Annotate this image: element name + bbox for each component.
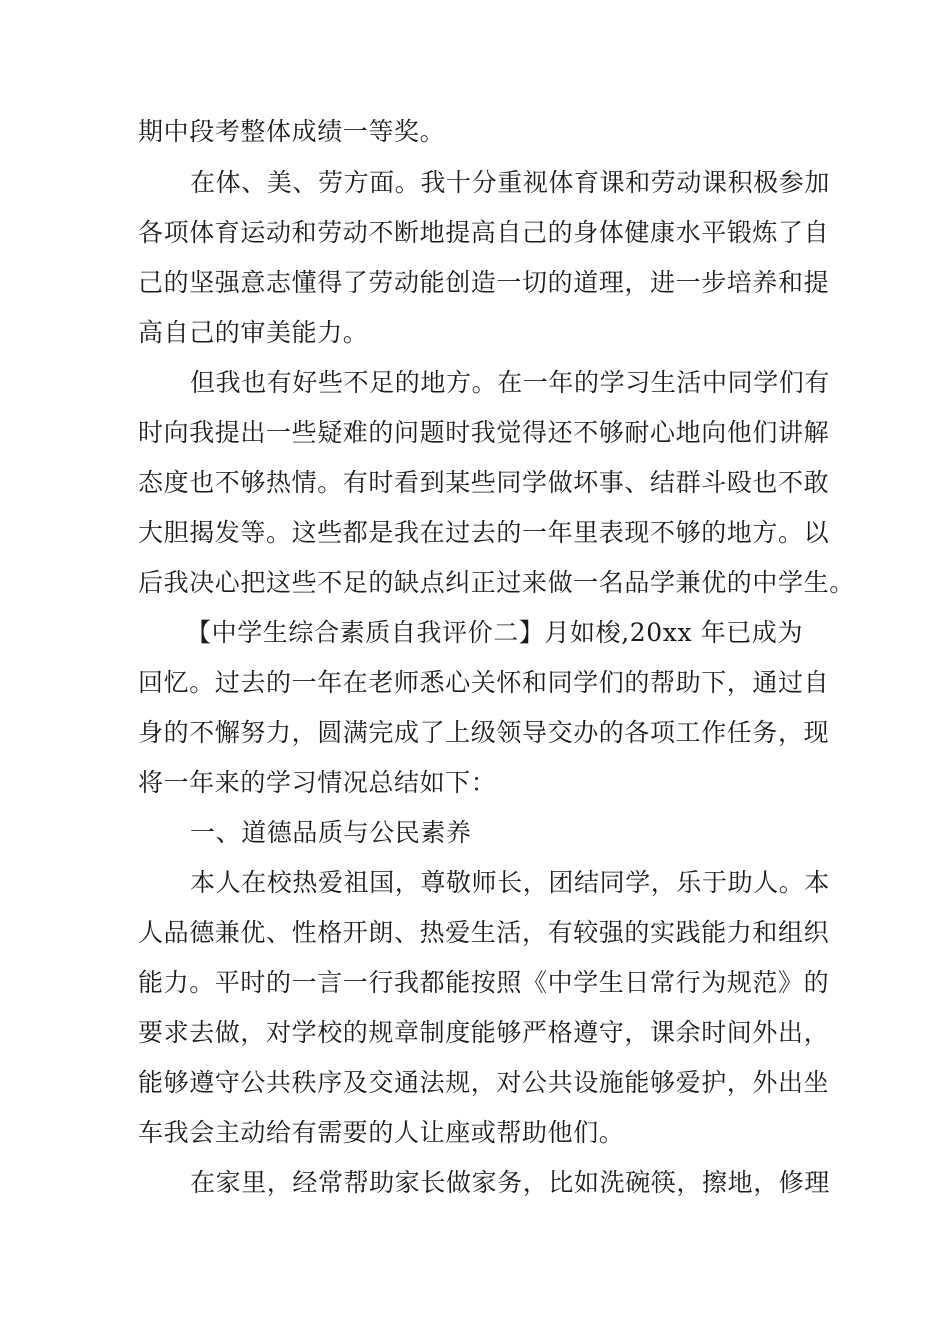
text-line: 车我会主动给有需要的人让座或帮助他们。 [138, 1118, 625, 1147]
subsection-heading: 一、道德品质与公民素养 [190, 818, 472, 847]
paragraph-start: 在体、美、劳方面。我十分重视体育课和劳动课积极参加 [190, 168, 831, 197]
text-line: 回忆。过去的一年在老师悉心关怀和同学们的帮助下，通过自 [138, 668, 830, 697]
text-line: 后我决心把这些不足的缺点纠正过来做一名品学兼优的中学生。 [138, 568, 855, 597]
text-line: 身的不懈努力，圆满完成了上级领导交办的各项工作任务，现 [138, 718, 830, 747]
text-line: 己的坚强意志懂得了劳动能创造一切的道理，进一步培养和提 [138, 268, 830, 297]
text-line: 人品德兼优、性格开朗、热爱生活，有较强的实践能力和组织 [138, 918, 830, 947]
text-line: 时向我提出一些疑难的问题时我觉得还不够耐心地向他们讲解 [138, 418, 830, 447]
section-heading-line: 【中学生综合素质自我评价二】月如梭,20xx 年已成为 [186, 618, 804, 647]
text-line: 要求去做，对学校的规章制度能够严格遵守，课余时间外出， [138, 1018, 830, 1047]
text-line: 各项体育运动和劳动不断地提高自己的身体健康水平锻炼了自 [138, 218, 830, 247]
text-line: 期中段考整体成绩一等奖。 [138, 117, 446, 146]
text-line: 能力。平时的一言一行我都能按照《中学生日常行为规范》的 [138, 968, 830, 997]
paragraph-start: 本人在校热爱祖国，尊敬师长，团结同学，乐于助人。本 [190, 868, 831, 897]
text-line: 大胆揭发等。这些都是我在过去的一年里表现不够的地方。以 [138, 518, 830, 547]
text-line: 态度也不够热情。有时看到某些同学做坏事、结群斗殴也不敢 [138, 468, 830, 497]
text-line: 高自己的审美能力。 [138, 318, 369, 347]
text-line: 能够遵守公共秩序及交通法规，对公共设施能够爱护，外出坐 [138, 1068, 830, 1097]
paragraph-start: 在家里，经常帮助家长做家务，比如洗碗筷，擦地，修理 [190, 1168, 831, 1197]
text-line: 将一年来的学习情况总结如下： [138, 768, 497, 797]
paragraph-start: 但我也有好些不足的地方。在一年的学习生活中同学们有 [190, 368, 831, 397]
